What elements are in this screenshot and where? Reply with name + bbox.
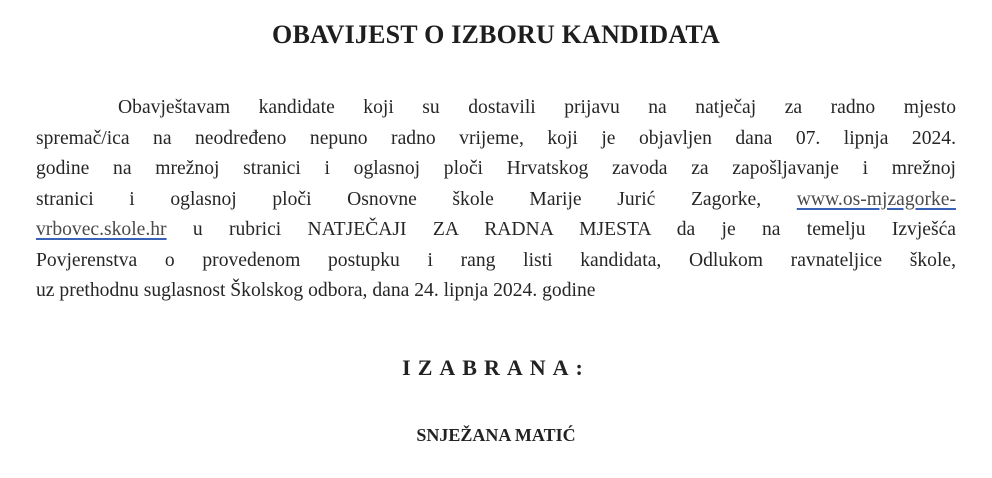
body-paragraph xyxy=(36,93,956,307)
school-website-link-part2[interactable]: vrbovec.skole.hr xyxy=(36,219,167,240)
body-line-1: Obavještavam kandidate koji su dostavili prijavu na natječaj za radno mjesto xyxy=(118,97,956,118)
candidate-name: SNJEŽANA MATIĆ xyxy=(416,425,576,445)
school-website-link-part1[interactable]: www.os-mjzagorke- xyxy=(796,188,956,210)
body-line-4 xyxy=(36,185,956,216)
body-line-5 xyxy=(36,215,956,246)
document-title: OBAVIJEST O IZBORU KANDIDATA xyxy=(272,20,720,49)
body-line-6: Povjerenstva o provedenom postupku i rang listi kandidata, Odlukom ravnateljice škole, xyxy=(36,249,956,271)
body-line-2: spremač/ica na neodređeno nepuno radno vrijeme, koji je objavljen dana 07. lipnja 2024. xyxy=(36,127,956,149)
body-line-5-text: u rubrici NATJEČAJI ZA RADNA MJESTA da je na temelju Izvješća xyxy=(192,219,956,240)
body-line-7: uz prethodnu suglasnost Školskog odbora, dana 24. lipnja 2024. godine xyxy=(36,280,596,301)
body-line-4-text: stranici i oglasnoj ploči Osnovne škole Marije Jurić Zagorke, xyxy=(36,188,762,210)
selected-label: IZABRANA: xyxy=(402,355,590,380)
body-line-3: godine na mrežnoj stranici i oglasnoj ploči Hrvatskog zavoda za zapošljavanje i mrežnoj xyxy=(36,158,956,179)
